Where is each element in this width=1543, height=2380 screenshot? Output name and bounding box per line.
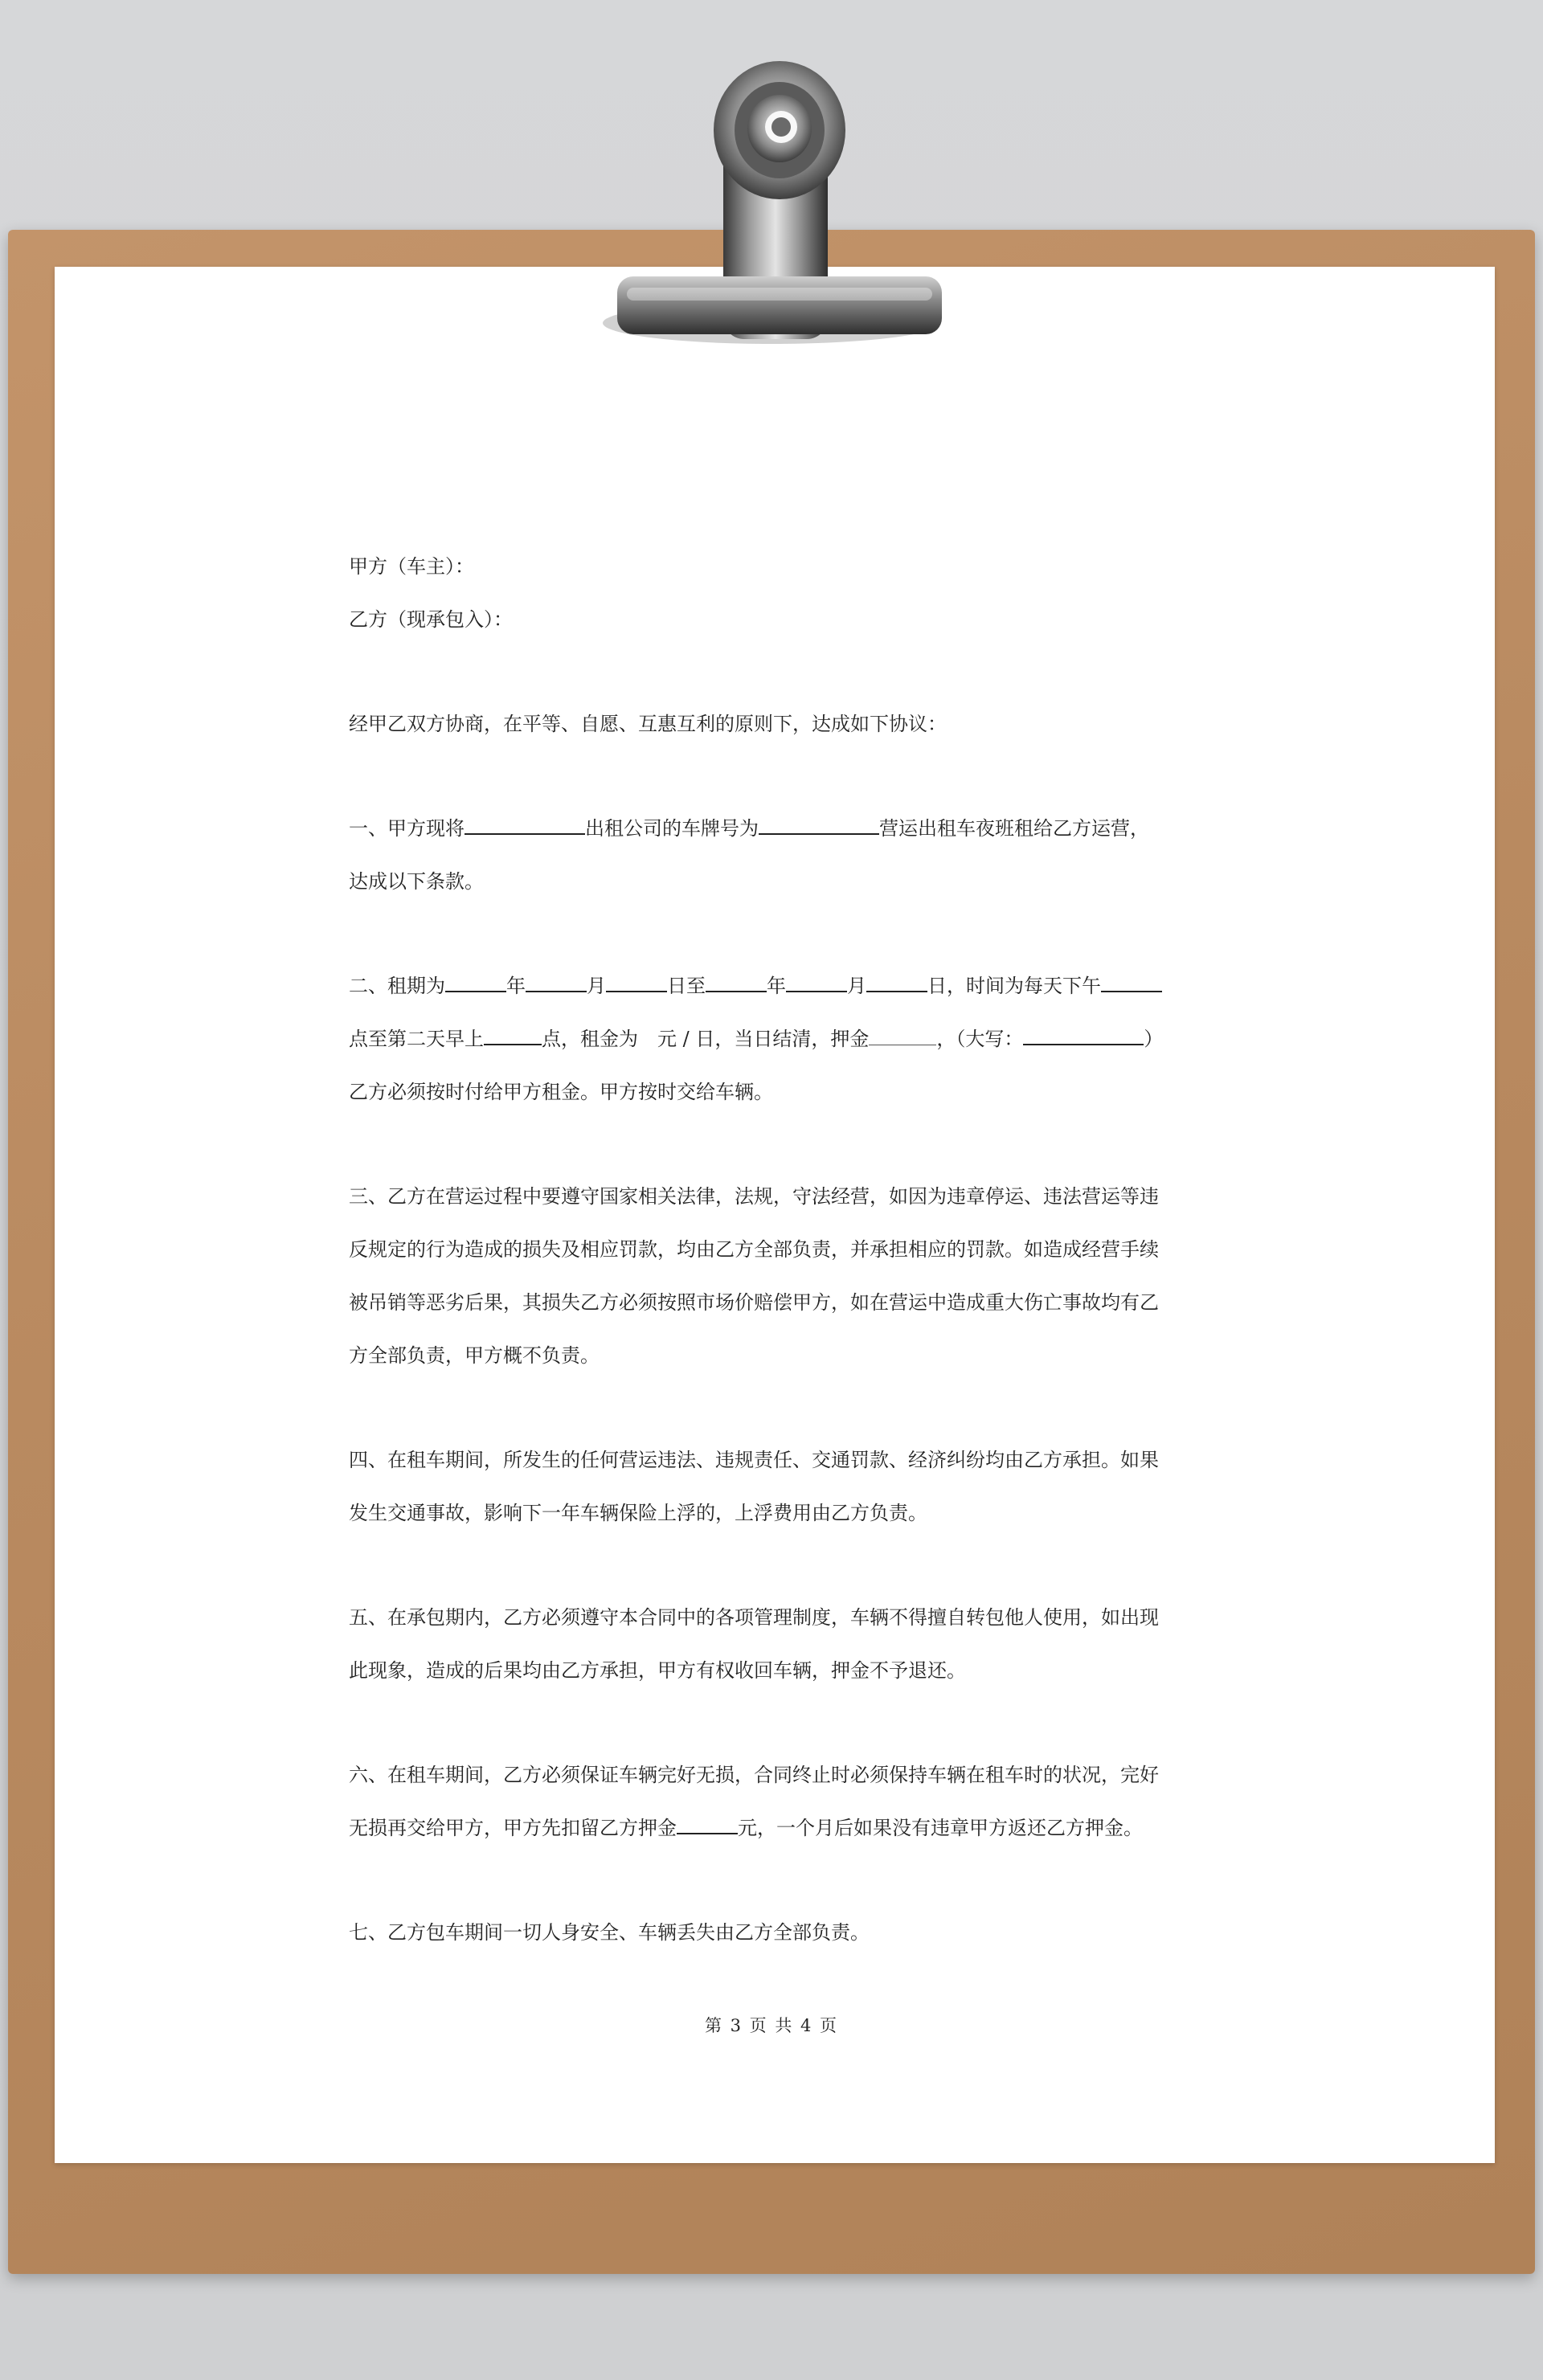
end-year-blank — [706, 967, 767, 992]
clause-5-line-2: 此现象，造成的后果均由乙方承担，甲方有权收回车辆，押金不予退还。 — [349, 1659, 966, 1682]
clause-4-line-1: 四、在租车期间，所发生的任何营运违法、违规责任、交通罚款、经济纠纷均由乙方承担。如果 — [349, 1449, 1159, 1471]
deposit-blank — [869, 1020, 936, 1045]
clause-2-time-text: 日，时间为每天下午 — [927, 975, 1101, 997]
clause-2-capital-text: ，（大写： — [936, 1028, 1024, 1050]
withheld-deposit-blank — [677, 1809, 738, 1834]
clause-3-line-4: 方全部负责，甲方概不负责。 — [349, 1344, 600, 1367]
end-month-blank — [786, 967, 847, 992]
month-label: 月 — [587, 975, 606, 997]
clause-6-text-a: 无损再交给甲方，甲方先扣留乙方押金 — [349, 1817, 677, 1839]
month-label: 月 — [847, 975, 866, 997]
clause-1-text-c: 营运出租车夜班租给乙方运营， — [879, 817, 1149, 840]
end-hour-blank — [484, 1020, 542, 1045]
clause-3-line-2: 反规定的行为造成的损失及相应罚款，均由乙方全部负责，并承担相应的罚款。如造成经营手续 — [349, 1238, 1159, 1261]
clause-4-line-2: 发生交通事故，影响下一年车辆保险上浮的，上浮费用由乙方负责。 — [349, 1502, 927, 1524]
party-a-line: 甲方（车主）： — [349, 555, 474, 578]
clause-1-line-2: 达成以下条款。 — [349, 870, 484, 893]
clause-3-line-3: 被吊销等恶劣后果，其损失乙方必须按照市场价赔偿甲方，如在营运中造成重大伤亡事故均有乙 — [349, 1291, 1159, 1314]
start-hour-blank — [1101, 967, 1162, 992]
day-to-label: 日至 — [667, 975, 706, 997]
clause-2-text-a: 二、租期为 — [349, 975, 445, 997]
page-number: 第 3 页 共 4 页 — [704, 2016, 839, 2035]
clause-2-line-3: 乙方必须按时付给甲方租金。甲方按时交给车辆。 — [349, 1081, 773, 1103]
clause-7-line: 七、乙方包车期间一切人身安全、车辆丢失由乙方全部负责。 — [349, 1921, 870, 1944]
clause-3-line-1: 三、乙方在营运过程中要遵守国家相关法律，法规，守法经营，如因为违章停运、违法营运等违 — [349, 1185, 1159, 1208]
clause-2-close-paren: ） — [1144, 1028, 1164, 1050]
start-year-blank — [445, 967, 506, 992]
clause-5-line-1: 五、在承包期内，乙方必须遵守本合同中的各项管理制度，车辆不得擅自转包他人使用，如出现 — [349, 1606, 1159, 1629]
year-label: 年 — [506, 975, 526, 997]
clause-2-rent-text: 点，租金为 元 / 日，当日结清，押金 — [542, 1028, 870, 1050]
clause-6-text-b: 元，一个月后如果没有违章甲方返还乙方押金。 — [738, 1817, 1143, 1839]
clause-2-line-2 — [349, 1012, 1201, 1065]
intro-paragraph: 经甲乙双方协商，在平等、自愿、互惠互利的原则下，达成如下协议： — [349, 713, 947, 735]
start-day-blank — [606, 967, 667, 992]
clause-1-line-1 — [349, 802, 1201, 855]
clause-2-line-1 — [349, 959, 1201, 1012]
clause-1-text-b: 出租公司的车牌号为 — [585, 817, 759, 840]
clause-1-text-a: 一、甲方现将 — [349, 817, 465, 840]
party-b-line: 乙方（现承包入）： — [349, 608, 513, 631]
deposit-capital-blank — [1023, 1020, 1144, 1045]
contract-body — [349, 540, 1201, 1959]
year-label: 年 — [767, 975, 786, 997]
company-blank — [465, 809, 585, 835]
start-month-blank — [526, 967, 587, 992]
plate-number-blank — [759, 809, 879, 835]
clause-6-line-1: 六、在租车期间，乙方必须保证车辆完好无损，合同终止时必须保持车辆在租车时的状况，完好 — [349, 1764, 1159, 1786]
binder-clip-icon — [579, 50, 948, 355]
clause-2-text-b: 点至第二天早上 — [349, 1028, 484, 1050]
end-day-blank — [866, 967, 927, 992]
clause-6-line-2 — [349, 1801, 1201, 1855]
